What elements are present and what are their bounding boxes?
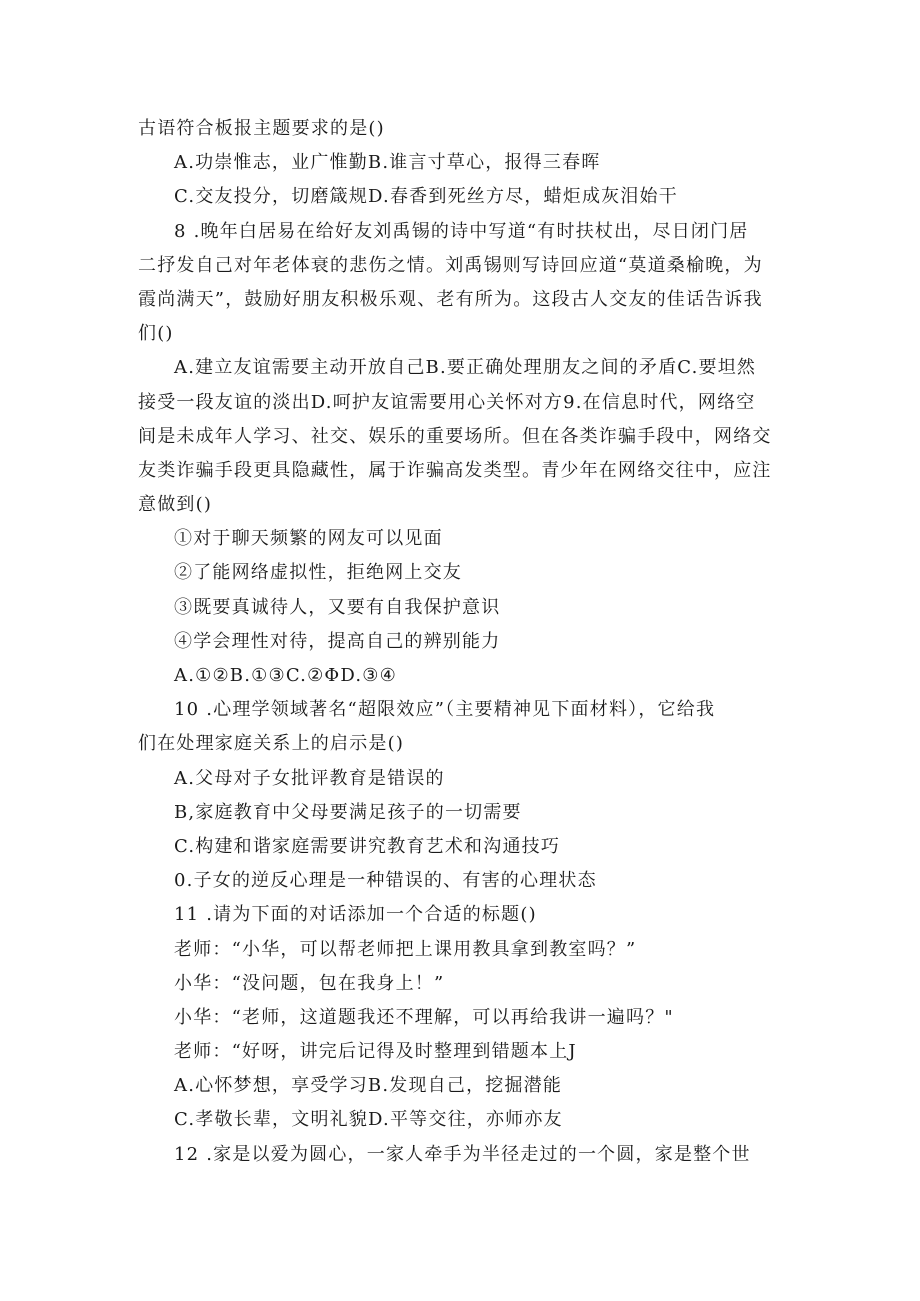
text-line: A.①②B.①③C.②ΦD.③④ [174,665,397,686]
text-line: ④学会理性对待，提高自己的辨别能力 [174,630,501,652]
text-line: 友类诈骗手段更具隐藏性，属于诈骗高发类型。青少年在网络交往中，应注 [138,459,772,481]
text-line: 古语符合板报主题要求的是() [138,118,385,139]
text-line: 12 .家是以爱为圆心，一家人牵手为半径走过的一个圆，家是整个世 [174,1143,751,1165]
text-line: 意做到() [138,494,213,516]
text-line: C.孝敬长辈，文明礼貌D.平等交往，亦师亦友 [174,1109,563,1131]
text-line: 们() [138,323,174,345]
text-line: C.构建和谐家庭需要讲究教育艺术和沟通技巧 [174,835,561,857]
text-line: 接受一段友谊的淡出D.呵护友谊需要用心关怀对方9.在信息时代，网络空 [138,391,756,413]
text-line: 老师：“好呀，讲完后记得及时整理到错题本上J [174,1041,577,1063]
text-line: 小华：“没问题，包在我身上！” [174,972,445,994]
text-line: C.交友投分，切磨箴规D.春香到死丝方尽，蜡炬成灰泪始干 [174,186,678,208]
text-line: 小华：“老师，这道题我还不理解，可以再给我讲一遍吗？" [174,1006,674,1028]
text-line: 们在处理家庭关系上的启示是() [138,733,405,755]
text-line: 8 .晚年白居易在给好友刘禹锡的诗中写道“有时扶杖出，尽日闭门居 [174,220,749,242]
text-line: ①对于聊天频繁的网友可以见面 [174,528,443,550]
text-line: 11 .请为下面的对话添加一个合适的标题() [174,904,537,926]
text-line: A.心怀梦想，享受学习B.发现自己，挖掘潜能 [174,1075,563,1097]
text-line: A.建立友谊需要主动开放自己B.要正确处理朋友之间的矛盾C.要坦然 [174,357,757,379]
text-line: 10 .心理学领域著名“超限效应”（主要精神见下面材料），它给我 [174,699,716,721]
text-line: 间是未成年人学习、社交、娱乐的重要场所。但在各类诈骗手段中，网络交 [138,425,772,447]
text-line: 老师：“小华，可以帮老师把上课用教具拿到教室吗？” [174,938,637,960]
text-line: ②了能网络虚拟性，拒绝网上交友 [174,562,462,584]
text-line: B,家庭教育中父母要满足孩子的一切需要 [174,801,522,823]
text-line: ③既要真诚待人，又要有自我保护意识 [174,596,501,618]
text-line: 二抒发自己对年老体衰的悲伤之情。刘禹锡则写诗回应道“莫道桑榆晚，为 [138,254,763,276]
text-line: A.父母对子女批评教育是错误的 [174,767,445,789]
text-line: 霞尚满天”，鼓励好朋友积极乐观、老有所为。这段古人交友的佳话告诉我 [138,288,763,310]
text-line: 0.子女的逆反心理是一种错误的、有害的心理状态 [174,870,597,892]
text-line: A.功崇惟志，业广惟勤B.谁言寸草心，报得三春晖 [174,152,601,174]
